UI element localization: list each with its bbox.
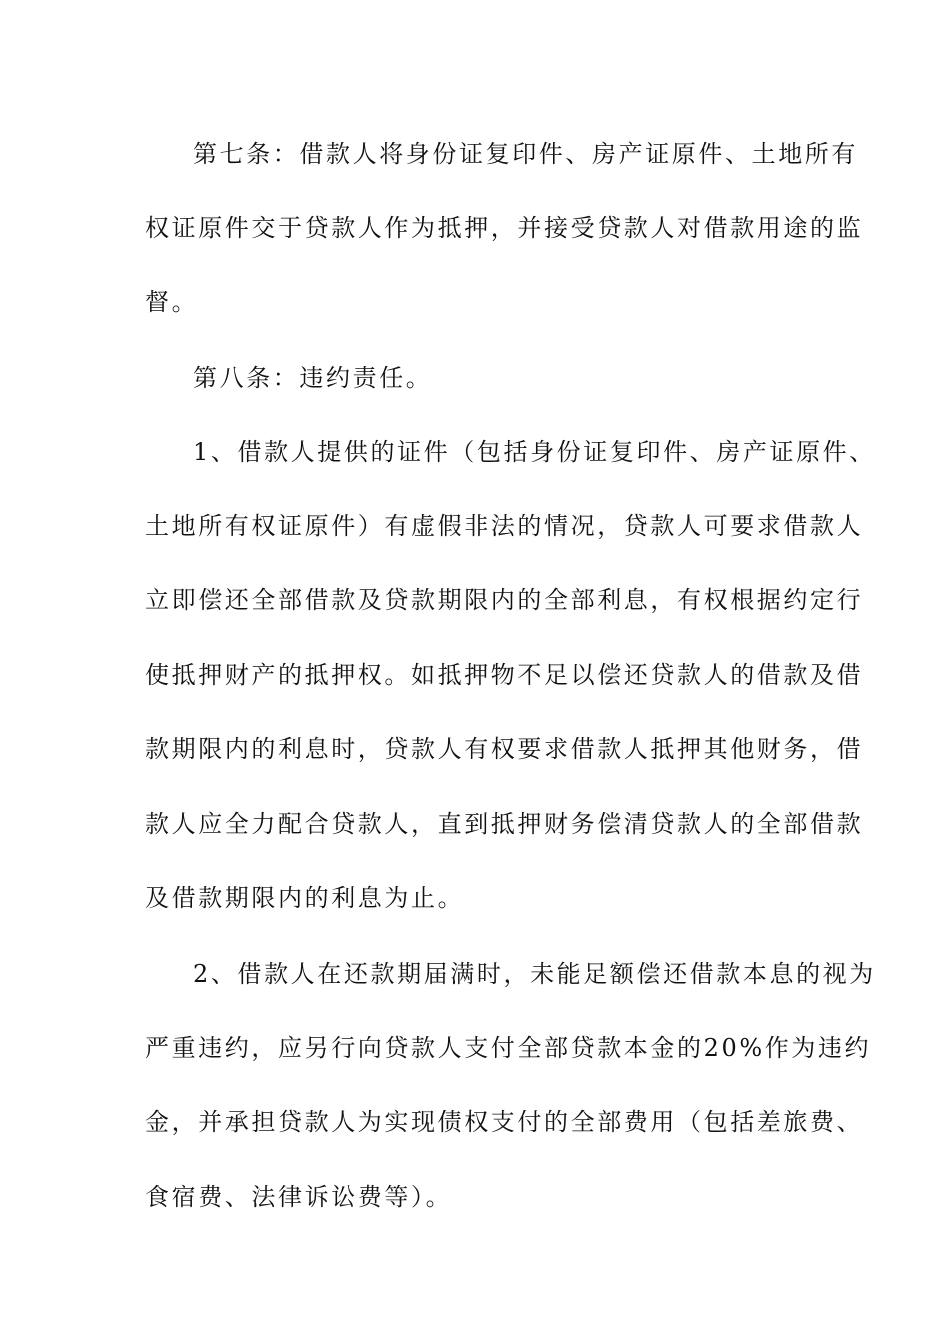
article7-line-1: 第七条：借款人将身份证复印件、房产证原件、土地所有	[193, 140, 858, 168]
clause1-line-2: 土地所有权证原件）有虚假非法的情况，贷款人可要求借款人	[145, 512, 864, 540]
article7-line-2: 权证原件交于贷款人作为抵押，并接受贷款人对借款用途的监	[145, 214, 864, 242]
article7-line-3: 督。	[145, 288, 199, 316]
clause1-line-4: 使抵押财产的抵押权。如抵押物不足以偿还贷款人的借款及借	[145, 661, 864, 689]
clause1-line-3: 立即偿还全部借款及贷款期限内的全部利息，有权根据约定行	[145, 586, 864, 614]
clause2-line-4: 食宿费、法律诉讼费等）。	[145, 1183, 453, 1211]
clause1-line-7: 及借款期限内的利息为止。	[145, 884, 465, 912]
clause2-line-2: 严重违约，应另行向贷款人支付全部贷款本金的20%作为违约	[145, 1034, 872, 1062]
clause1-line-5: 款期限内的利息时，贷款人有权要求借款人抵押其他财务，借	[145, 735, 864, 763]
clause2-line-1: 2、借款人在还款期届满时，未能足额偿还借款本息的视为	[193, 960, 876, 988]
article8-heading: 第八条：违约责任。	[193, 364, 433, 392]
clause1-line-6: 款人应全力配合贷款人，直到抵押财务偿清贷款人的全部借款	[145, 810, 864, 838]
clause1-line-1: 1、借款人提供的证件（包括身份证复印件、房产证原件、	[193, 438, 876, 466]
clause2-line-3: 金，并承担贷款人为实现债权支付的全部费用（包括差旅费、	[145, 1108, 864, 1136]
